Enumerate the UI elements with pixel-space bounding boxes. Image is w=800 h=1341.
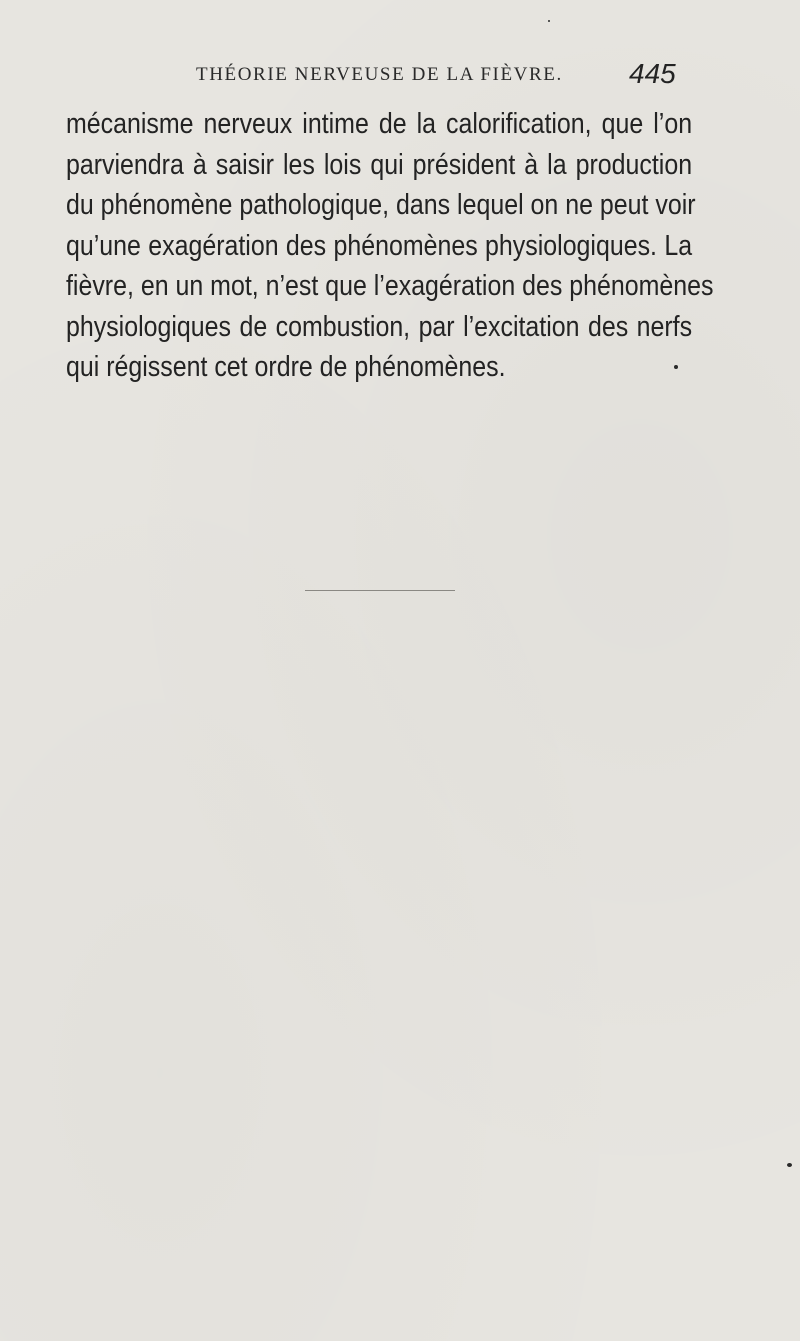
text-line: du phénomène pathologique, dans lequel on ne peut voir — [66, 189, 696, 221]
page-number: 445 — [629, 58, 676, 89]
text-line: qui régissent cet ordre de phénomènes. — [66, 351, 506, 383]
section-divider — [305, 590, 455, 591]
running-header: THÉORIE NERVEUSE DE LA FIÈVRE. — [196, 64, 563, 85]
text-line: physiologiques de combustion, par l’excitation des nerfs — [66, 310, 693, 343]
text-line: qu’une exagération des phénomènes physiologiques. La — [66, 229, 693, 262]
text-line: parviendra à saisir les lois qui président à la production — [66, 148, 693, 181]
body-paragraph — [66, 104, 714, 388]
ink-speck — [548, 20, 550, 22]
ink-speck — [787, 1163, 792, 1167]
text-line: mécanisme nerveux intime de la calorification, que l’on — [66, 108, 693, 140]
ink-speck — [674, 365, 678, 369]
text-line: fièvre, en un mot, n’est que l’exagération des phénomènes — [66, 270, 714, 302]
